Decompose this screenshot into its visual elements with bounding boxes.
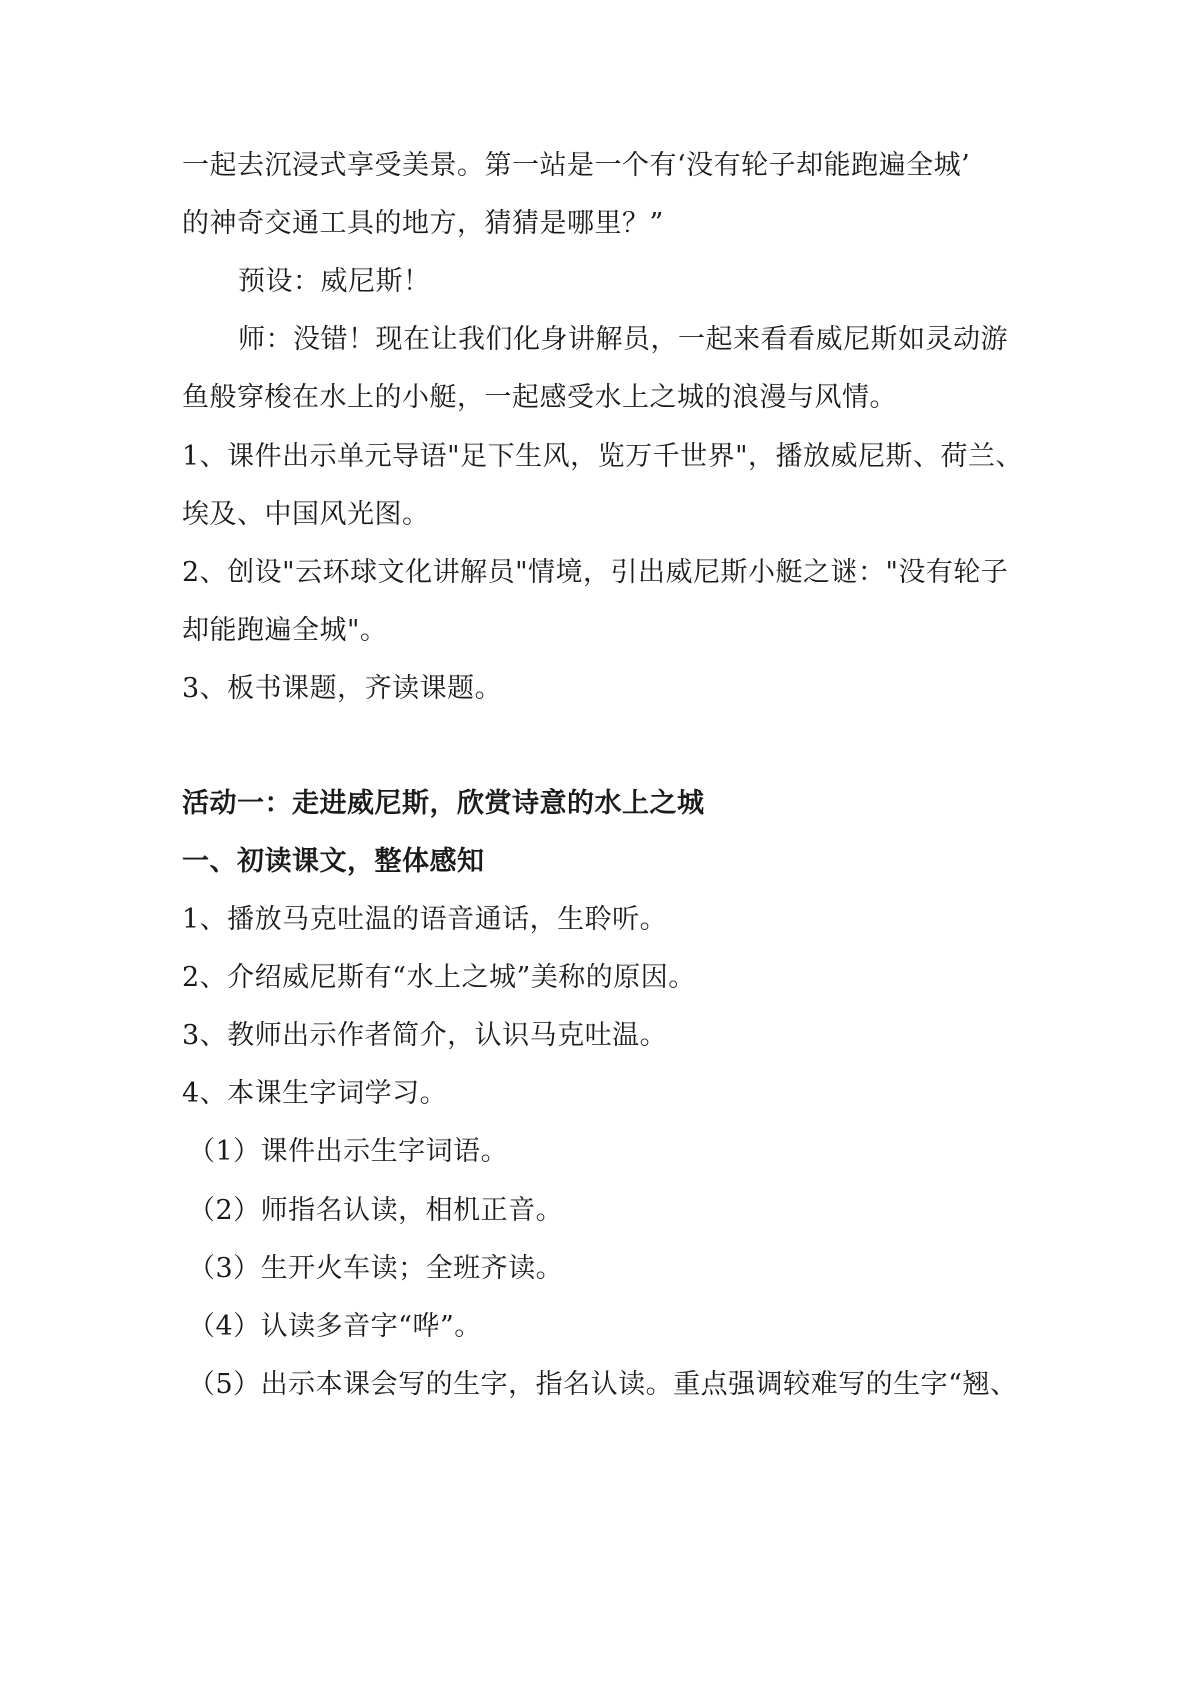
text-line: 3、教师出示作者简介，认识马克吐温。 [182,1020,668,1051]
text-line: 4、本课生字词学习。 [182,1078,448,1109]
text-line: （4）认读多音字“哗”。 [188,1311,482,1342]
section-heading: 活动一：走进威尼斯，欣赏诗意的水上之城 [182,788,705,819]
text-line: 2、介绍威尼斯有“水上之城”美称的原因。 [182,962,696,993]
text-line: 1、播放马克吐温的语音通话，生聆听。 [182,904,668,935]
text-line: 预设：威尼斯！ [238,266,431,297]
text-line: 埃及、中国风光图。 [182,499,430,530]
text-line: 2、创设"云环球文化讲解员"情境，引出威尼斯小艇之谜："没有轮子 [182,557,1009,588]
text-line: 1、课件出示单元导语"足下生风，览万千世界"，播放威尼斯、荷兰、 [182,441,1024,472]
text-line: 却能跑遍全城"。 [182,615,388,646]
text-line: 的神奇交通工具的地方，猜猜是哪里？” [182,208,664,239]
text-line: 师：没错！现在让我们化身讲解员，一起来看看威尼斯如灵动游 [238,324,1008,355]
text-line: 鱼般穿梭在水上的小艇，一起感受水上之城的浪漫与风情。 [182,382,897,413]
text-line: （1）课件出示生字词语。 [188,1136,509,1167]
text-line: （3）生开火车读；全班齐读。 [188,1253,564,1284]
text-line: 3、板书课题，齐读课题。 [182,673,503,704]
text-line: （5）出示本课会写的生字，指名认读。重点强调较难写的生字“翘、 [188,1369,1018,1400]
text-line: （2）师指名认读，相机正音。 [188,1195,564,1226]
text-line: 一起去沉浸式享受美景。第一站是一个有‘没有轮子却能跑遍全城’ [182,150,971,181]
subsection-heading: 一、初读课文，整体感知 [182,846,485,877]
